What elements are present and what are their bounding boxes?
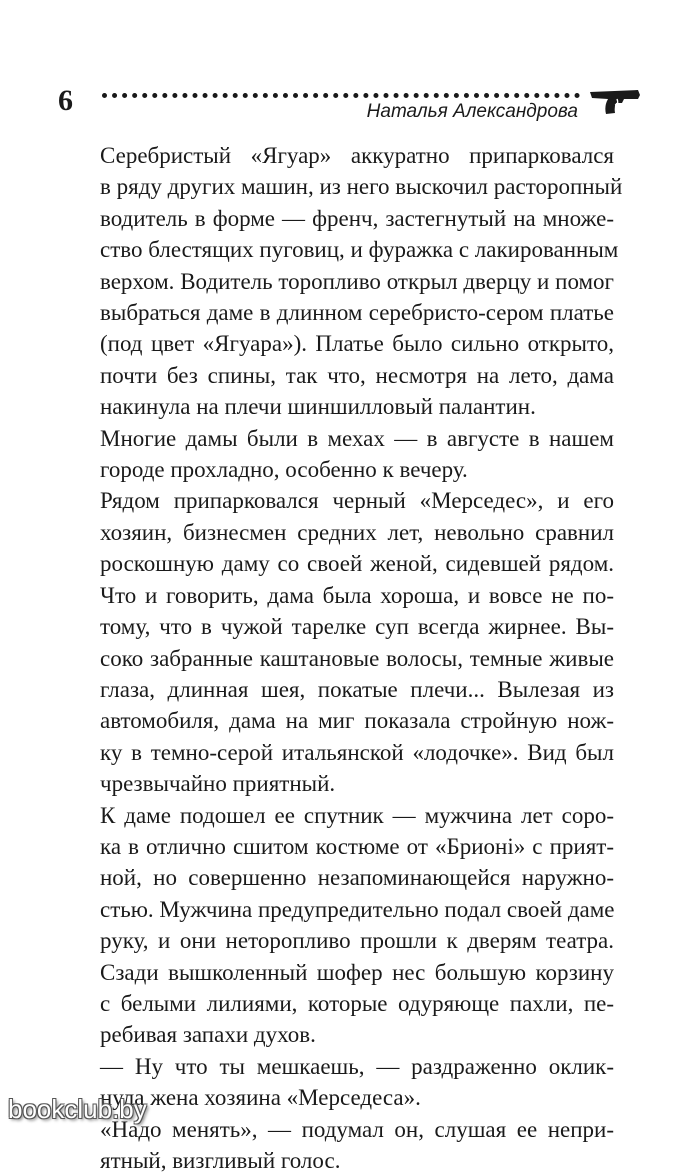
text-line: К даме подошел ее спутник — мужчина лет соро- <box>100 802 614 828</box>
text-line: «Надо менять», — подумал он, слушая ее непри- <box>100 1116 614 1142</box>
text-line: городе прохладно, особенно к вечеру. <box>100 457 468 483</box>
text-line: Серебристый «Ягуар» аккуратно припарковался <box>100 143 614 168</box>
text-line: чрезвычайно приятный. <box>100 771 336 797</box>
text-line: ку в темно-серой итальянской «лодочке». Вид был <box>100 739 614 765</box>
text-line: с белыми лилиями, которые одуряюще пахли, пе- <box>100 990 614 1016</box>
text-line: Рядом припарковался черный «Мерседес», и его <box>100 488 614 514</box>
text-line: ребивая запахи духов. <box>100 1022 316 1048</box>
text-line: в ряду других машин, из него выскочил расторопный <box>100 174 623 200</box>
text-line: (под цвет «Ягуара»). Платье было сильно открыто, <box>100 331 614 357</box>
text-line: глаза, длинная шея, покатые плечи... Вылезая из <box>100 676 614 702</box>
body-text <box>60 140 623 1176</box>
text-line: соко забранные каштановые волосы, темные живые <box>100 645 614 671</box>
text-line: верхом. Водитель торопливо открыл дверцу и помог <box>100 268 614 294</box>
paragraph <box>60 800 614 1051</box>
text-line: ка в отлично сшитом костюме от «Брионі» с прият- <box>100 833 614 859</box>
text-line: накинула на плечи шиншилловый палантин. <box>100 394 536 420</box>
watermark: bookclub.by <box>8 1094 147 1124</box>
text-line: руку, и они неторопливо прошли к дверям театра. <box>100 928 614 954</box>
text-line: роскошную даму со своей женой, сидевшей рядом. <box>100 551 614 577</box>
text-line: Многие дамы были в мехах — в августе в нашем <box>100 425 614 451</box>
page-number: 6 <box>58 84 73 117</box>
text-line: хозяин, бизнесмен средних лет, невольно сравнил <box>100 519 614 545</box>
text-line: водитель в форме — френч, застегнутый на множе- <box>100 205 614 231</box>
text-line: Сзади вышколенный шофер нес большую корзину <box>100 959 614 985</box>
text-line: — Ну что ты мешкаешь, — раздраженно оклик- <box>100 1053 614 1079</box>
text-line: стью. Мужчина предупредительно подал своей даме <box>100 896 615 922</box>
text-line: ство блестящих пуговиц, и фуражка с лакированным <box>100 237 619 263</box>
paragraph <box>60 423 614 486</box>
pistol-icon <box>588 86 642 116</box>
dotted-rule <box>102 93 580 98</box>
text-line: тому, что в чужой тарелке суп всегда жирнее. Вы- <box>100 614 614 640</box>
text-line: ятный, визгливый голос. <box>100 1148 341 1173</box>
text-line: нула жена хозяина «Мерседеса». <box>100 1085 421 1111</box>
text-line: выбраться даме в длинном серебристо-сером платье <box>100 300 614 326</box>
text-line: Что и говорить, дама была хороша, и вовсе не по- <box>100 582 614 608</box>
paragraph <box>60 485 614 799</box>
text-line: почти без спины, так что, несмотря на лето, дама <box>100 362 614 388</box>
paragraph <box>60 140 623 423</box>
text-line: автомобиля, дама на миг показала стройную нож- <box>100 708 614 734</box>
text-line: ной, но совершенно незапоминающейся наружно- <box>100 865 614 891</box>
running-head: Наталья Александрова <box>366 101 578 122</box>
